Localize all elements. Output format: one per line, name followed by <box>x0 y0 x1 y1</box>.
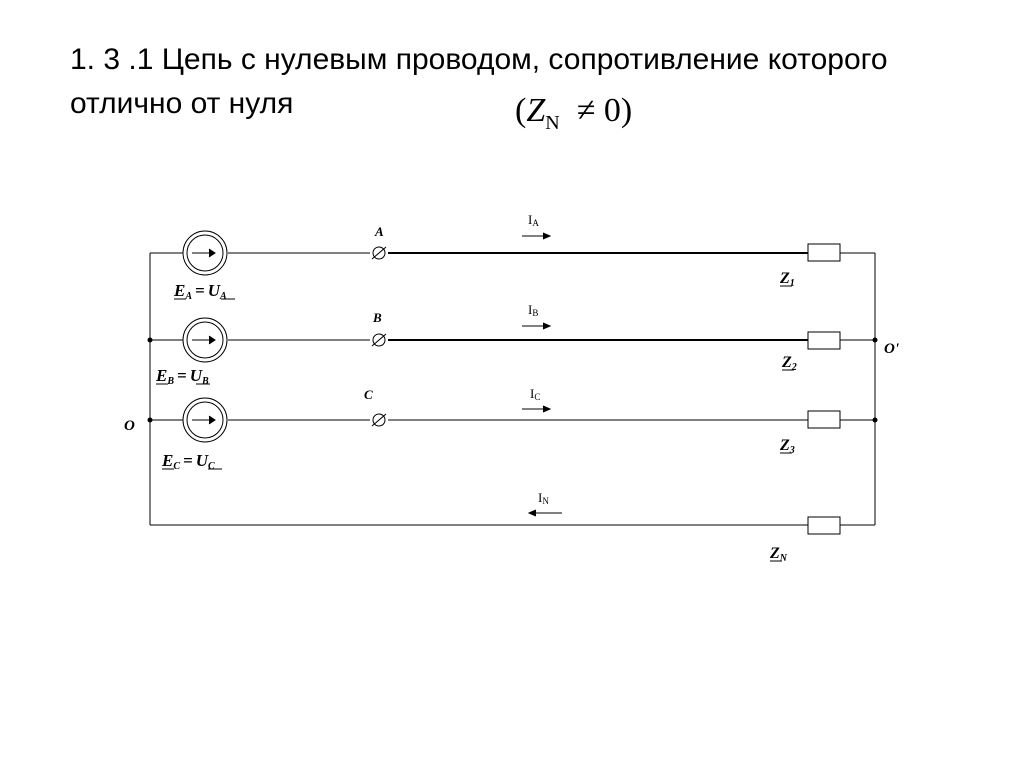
formula-open: ( <box>515 92 527 129</box>
slide-title: 1. 3 .1 Цепь с нулевым проводом, сопротивление которого отлично от нуля <box>70 43 888 120</box>
source-c <box>183 398 227 442</box>
load-label-zn: ZN <box>770 545 788 564</box>
current-label-ia: IA <box>528 212 539 228</box>
source-label-a: EA = UA <box>174 281 227 302</box>
neutral-left-label: O <box>124 418 135 434</box>
neutral-right-label: O' <box>884 341 899 357</box>
terminal-c <box>372 414 386 426</box>
source-label-b: EB = UB <box>156 366 209 387</box>
load-label-z2: Z2 <box>782 354 797 373</box>
current-label-in: IN <box>538 490 549 506</box>
arrow-ic <box>522 406 550 412</box>
arrow-ia <box>522 233 550 239</box>
source-label-c: EC = UC <box>162 451 215 472</box>
formula-relation: ≠ 0) <box>576 92 633 129</box>
terminal-a <box>372 247 386 259</box>
node-label-b: B <box>373 310 382 325</box>
load-label-z1: Z1 <box>780 270 795 289</box>
source-b <box>183 318 227 362</box>
node-dot <box>148 418 153 423</box>
formula-symbol: Z <box>526 92 546 129</box>
arrow-ib <box>522 323 550 329</box>
load-z2 <box>808 332 840 349</box>
load-z1 <box>808 244 840 261</box>
load-z3 <box>808 411 840 428</box>
load-label-z3: Z3 <box>780 437 795 456</box>
node-dot <box>873 338 878 343</box>
current-label-ib: IB <box>528 302 539 318</box>
formula-sub: N <box>545 111 560 134</box>
node-label-a: A <box>375 224 384 239</box>
load-zn <box>808 517 840 534</box>
terminal-b <box>372 334 386 346</box>
node-dot <box>873 418 878 423</box>
arrow-in <box>529 510 562 516</box>
node-label-c: C <box>364 387 373 402</box>
node-dot <box>148 338 153 343</box>
current-label-ic: IC <box>530 386 541 402</box>
source-a <box>183 231 227 275</box>
